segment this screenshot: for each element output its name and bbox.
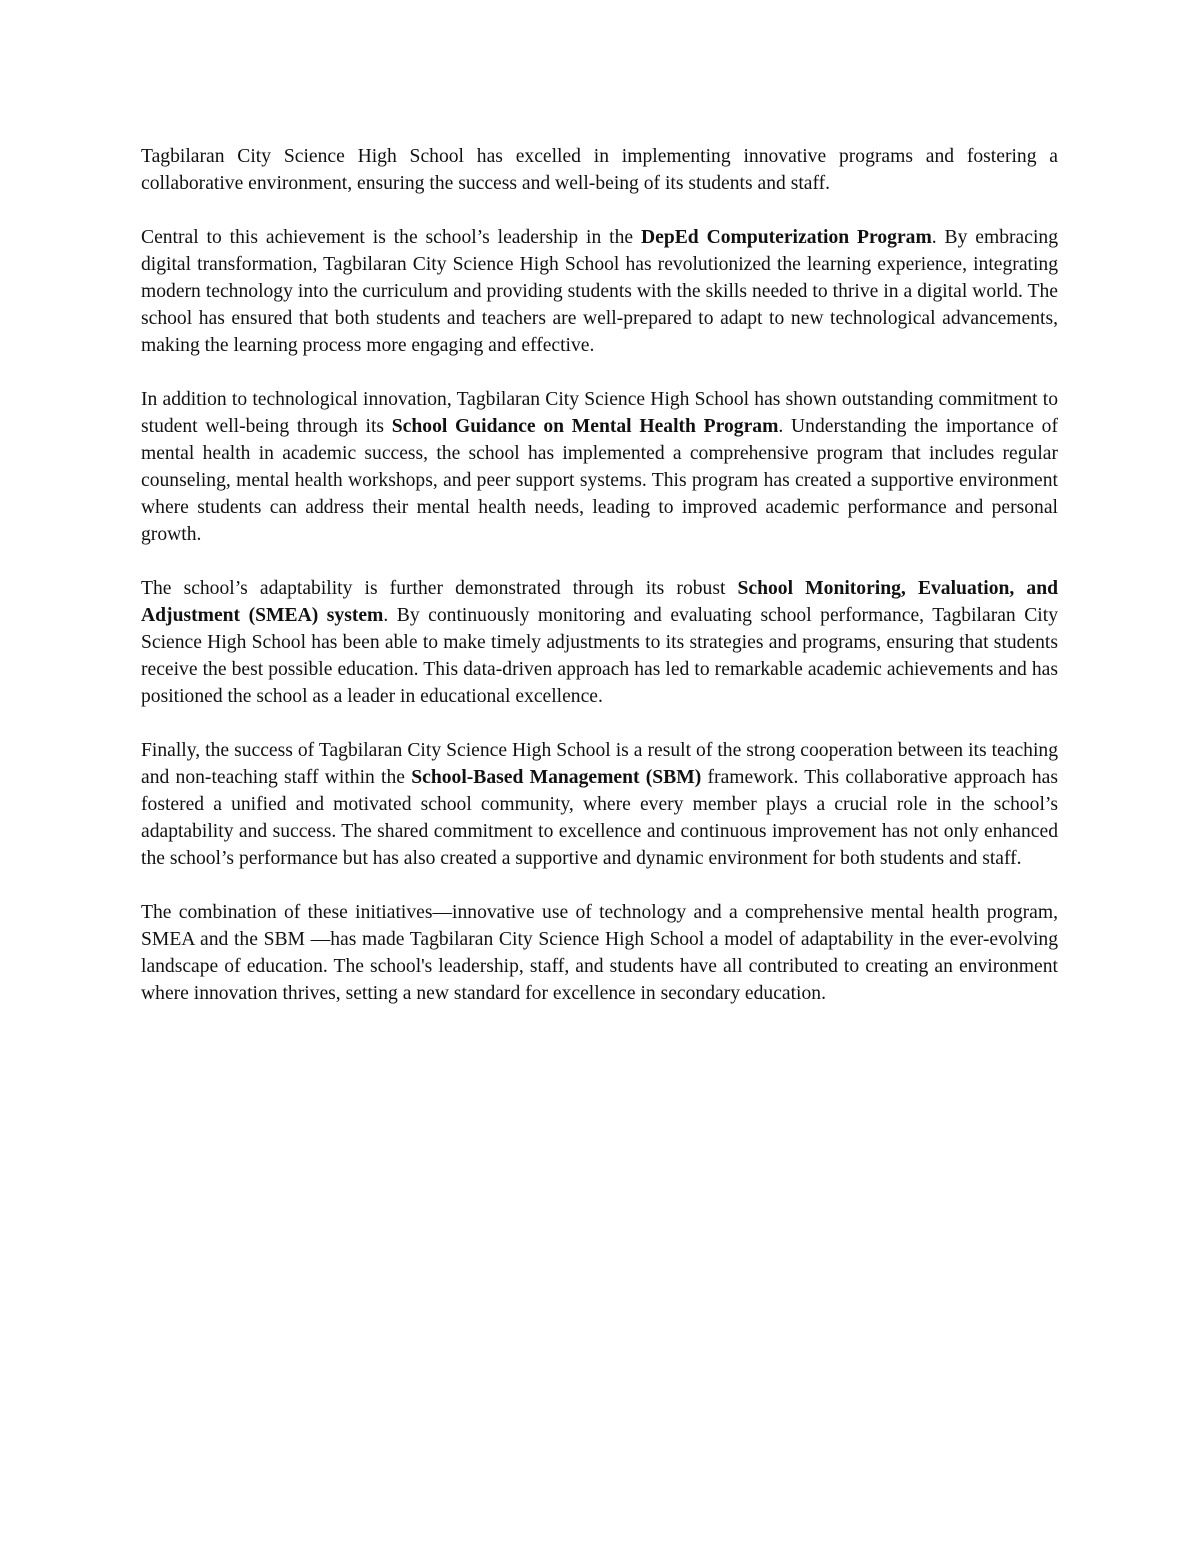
paragraph-text: framework. This collaborative approach has fostered a unified and motivated school community, where every member plays a crucial role in the school’s adaptability and success. The shared commitment to excellence and continuous improvement has not only enhanced the school’s performance but has also created a supportive and dynamic environment for both students and staff. — [141, 767, 1058, 869]
paragraph-conclusion — [141, 899, 1058, 1007]
paragraph-mental-health — [141, 386, 1058, 548]
paragraph-text: . By continuously monitoring and evaluating school performance, Tagbilaran City Science High School has been able to make timely adjustments to its strategies and programs, ensuring that students receive the best possible education. This data-driven approach has led to remarkable academic achievements and has positioned the school as a leader in educational excellence. — [141, 605, 1058, 707]
paragraph-text: In addition to technological innovation, Tagbilaran City Science High School has shown outstanding commitment to student well-being through its — [141, 389, 1058, 437]
paragraph-text: Tagbilaran City Science High School has excelled in implementing innovative programs and fostering a collaborative environment, ensuring the success and well-being of its students and staff. — [141, 146, 1058, 194]
document-body — [141, 143, 1058, 1034]
program-name-smea: School Monitoring, Evaluation, and Adjustment (SMEA) system — [141, 578, 1058, 626]
paragraph-computerization — [141, 224, 1058, 359]
paragraph-intro — [141, 143, 1058, 197]
paragraph-text: The school’s adaptability is further demonstrated through its robust — [141, 578, 738, 599]
program-name-deped-computerization: DepEd Computerization Program — [640, 227, 932, 248]
paragraph-text: The combination of these initiatives—innovative use of technology and a comprehensive mental health program, SMEA and the SBM —has made Tagbilaran City Science High School a model of adaptability in the ever-evolving landscape of education. The school's leadership, staff, and students have all contributed to creating an environment where innovation thrives, setting a new standard for excellence in secondary education. — [141, 902, 1058, 1004]
paragraph-smea — [141, 575, 1058, 710]
program-name-sbm: School-Based Management (SBM) — [411, 767, 702, 788]
program-name-guidance-mental-health: School Guidance on Mental Health Program — [391, 416, 779, 437]
paragraph-text: . Understanding the importance of mental health in academic success, the school has implemented a comprehensive program that includes regular counseling, mental health workshops, and peer support systems. This program has created a supportive environment where students can address their mental health needs, leading to improved academic performance and personal growth. — [141, 416, 1058, 545]
paragraph-text: Central to this achievement is the school’s leadership in the — [141, 227, 641, 248]
paragraph-text: Finally, the success of Tagbilaran City Science High School is a result of the strong cooperation between its teaching and non-teaching staff within the — [141, 740, 1058, 788]
paragraph-text: . By embracing digital transformation, Tagbilaran City Science High School has revolutionized the learning experience, integrating modern technology into the curriculum and providing students with the skills needed to thrive in a digital world. The school has ensured that both students and teachers are well-prepared to adapt to new technological advancements, making the learning process more engaging and effective. — [141, 227, 1058, 356]
paragraph-sbm — [141, 737, 1058, 872]
